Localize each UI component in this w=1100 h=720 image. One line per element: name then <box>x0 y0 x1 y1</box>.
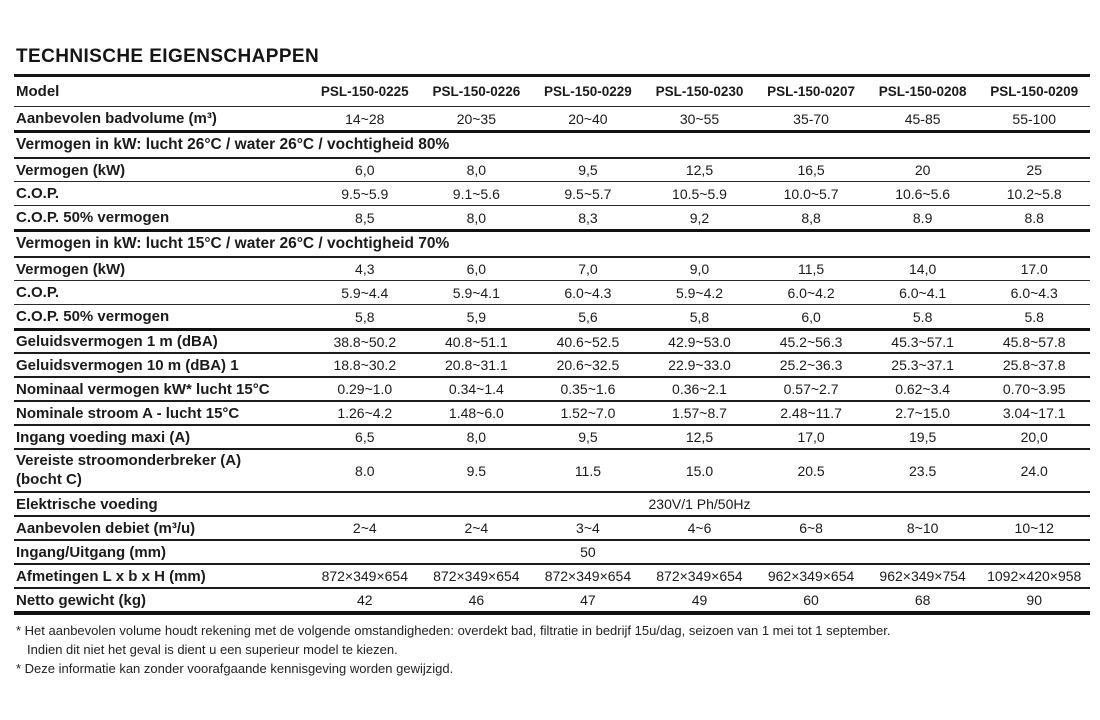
cell-value: 24.0 <box>1020 462 1048 479</box>
table-row-model <box>14 77 1090 106</box>
cell-value: 6.0~4.3 <box>564 284 612 301</box>
cell-value: 10.0~5.7 <box>783 185 839 202</box>
cell-value: 872×349×654 <box>321 568 408 584</box>
row-label: Geluidsvermogen 1 m (dBA) <box>16 333 218 350</box>
cell-value: 5.8 <box>912 308 933 325</box>
row-label-model: Model <box>16 83 60 100</box>
cell-value: 8,0 <box>466 429 487 445</box>
cell-value: 12,5 <box>685 429 714 445</box>
cell-value: 962×349×754 <box>879 568 966 584</box>
row-label: Aanbevolen badvolume (m³) <box>16 110 217 127</box>
row-label: Vermogen (kW) <box>16 260 126 278</box>
table-row-nominale-stroom <box>14 400 1090 424</box>
cell-value: 6,5 <box>355 429 375 445</box>
cell-value: 38.8~50.2 <box>333 333 397 350</box>
table-row-stroomonderbreker <box>14 448 1090 491</box>
cell-value: 20 <box>914 162 931 178</box>
cell-value: 10.6~5.6 <box>895 185 951 202</box>
cell-value: 42 <box>356 592 373 608</box>
cell-value: 872×349×654 <box>656 568 743 584</box>
cell-value: 5.9~4.1 <box>452 284 500 301</box>
table-row-elektrische-voeding <box>14 491 1090 515</box>
cell-value: 40.8~51.1 <box>445 333 508 350</box>
model-header: PSL-150-0226 <box>432 84 521 99</box>
table-row-ingang-voeding <box>14 424 1090 448</box>
cell-value: 9.1~5.6 <box>452 185 500 202</box>
row-label-line2: (bocht C) <box>16 470 82 488</box>
cell-value: 0.70~3.95 <box>1002 381 1066 397</box>
row-label: Ingang voeding maxi (A) <box>16 428 191 446</box>
cell-value: 9.5~5.9 <box>341 185 389 202</box>
table-section-header-1 <box>14 130 1090 157</box>
cell-value: 5,8 <box>355 308 375 325</box>
cell-value: 35-70 <box>793 110 829 127</box>
row-label <box>14 451 309 491</box>
row-label: Geluidsvermogen 10 m (dBA) 1 <box>16 356 239 374</box>
table-row-nominaal-vermogen <box>14 376 1090 400</box>
cell-value: 2.48~11.7 <box>780 405 842 421</box>
cell-value: 5.8 <box>1024 308 1044 325</box>
cell-value: 4,3 <box>355 261 375 277</box>
row-label-line1: Vereiste stroomonderbreker (A) <box>16 451 242 469</box>
row-label: C.O.P. <box>16 185 60 202</box>
row-label: Netto gewicht (kg) <box>16 591 146 609</box>
cell-value: 45-85 <box>904 110 941 127</box>
footnote-2: * Deze informatie kan zonder voorafgaande kennisgeving worden gewijzigd. <box>16 660 454 676</box>
cell-value: 9,0 <box>689 261 710 277</box>
table-row-cop-1 <box>14 181 1090 205</box>
cell-value: 20~35 <box>456 110 497 127</box>
cell-value: 872×349×654 <box>544 568 632 584</box>
cell-value: 2~4 <box>464 520 489 536</box>
footnote-1-continuation: Indien dit niet het geval is dient u een superieur model te kiezen. <box>27 641 398 657</box>
cell-value: 2.7~15.0 <box>895 405 951 421</box>
cell-value: 18.8~30.2 <box>333 357 397 373</box>
cell-value: 5.9~4.2 <box>675 284 724 301</box>
cell-value: 2~4 <box>352 520 377 536</box>
page-title: TECHNISCHE EIGENSCHAPPEN <box>16 46 320 67</box>
table-row-badvolume <box>14 106 1090 130</box>
cell-value: 5,8 <box>689 308 710 325</box>
row-label: Nominaal vermogen kW* lucht 15°C <box>16 380 270 398</box>
table-row-afmetingen <box>14 563 1090 587</box>
model-header: PSL-150-0207 <box>767 84 855 99</box>
cell-value: 6.0~4.3 <box>1010 284 1058 301</box>
cell-value: 17.0 <box>1020 261 1048 277</box>
cell-value: 6,0 <box>355 162 375 178</box>
cell-value: 90 <box>1026 592 1042 608</box>
cell-value: 46 <box>468 592 485 608</box>
footnote-1: * Het aanbevolen volume houdt rekening met de volgende omstandigheden: overdekt bad, filtratie in bedrijf 15u/dag, seizoen van 1 mei tot 1 september. <box>16 623 891 638</box>
row-label: C.O.P. <box>16 284 60 301</box>
cell-value: 8,3 <box>578 209 598 226</box>
cell-value: 8,8 <box>801 209 821 226</box>
cell-value: 1.48~6.0 <box>448 405 504 421</box>
cell-value: 9,2 <box>689 209 710 226</box>
model-header: PSL-150-0225 <box>320 84 409 99</box>
table-row-debiet <box>14 515 1090 539</box>
table-row-ingang-uitgang <box>14 539 1090 563</box>
cell-value: 14,0 <box>909 261 937 277</box>
cell-value: 11,5 <box>797 261 825 277</box>
cell-value: 55-100 <box>1012 110 1056 127</box>
cell-value: 0.62~3.4 <box>895 381 951 397</box>
cell-value: 40.6~52.5 <box>556 333 620 350</box>
cell-value: 8.0 <box>355 462 375 479</box>
cell-value: 6,0 <box>466 261 487 277</box>
cell-value: 6,0 <box>801 308 821 325</box>
cell-value: 20.8~31.1 <box>445 357 508 373</box>
cell-value: 42.9~53.0 <box>668 333 731 350</box>
cell-value: 10.5~5.9 <box>672 185 727 202</box>
cell-value: 14~28 <box>345 110 385 127</box>
cell-value: 30~55 <box>679 110 720 127</box>
cell-value: 9,5 <box>578 429 598 445</box>
table-row-geluid-1m <box>14 328 1090 352</box>
cell-value: 17,0 <box>797 429 825 445</box>
cell-value: 8,0 <box>466 209 487 226</box>
cell-value: 19,5 <box>909 429 937 445</box>
row-label: Ingang/Uitgang (mm) <box>16 543 166 561</box>
row-label: Vermogen (kW) <box>16 161 126 179</box>
section-title: Vermogen in kW: lucht 26°C / water 26°C / vochtigheid 80% <box>16 136 450 153</box>
cell-value: 1.26~4.2 <box>337 405 393 421</box>
row-label: Aanbevolen debiet (m³/u) <box>16 519 196 537</box>
row-label: C.O.P. 50% vermogen <box>16 308 170 325</box>
cell-value: 20,0 <box>1020 429 1048 445</box>
cell-value: 1092×420×958 <box>987 568 1082 584</box>
section-title: Vermogen in kW: lucht 15°C / water 26°C / vochtigheid 70% <box>16 235 450 252</box>
cell-value: 5.9~4.4 <box>341 284 389 301</box>
table-row-vermogen-1 <box>14 157 1090 181</box>
cell-value: 16,5 <box>797 162 825 178</box>
table-section-header-2 <box>14 229 1090 256</box>
cell-value: 0.57~2.7 <box>783 381 839 397</box>
cell-value: 12,5 <box>685 162 714 178</box>
cell-value: 25.8~37.8 <box>1002 357 1066 373</box>
cell-value: 0.29~1.0 <box>337 381 393 397</box>
spec-table <box>14 74 1090 615</box>
table-row-cop50-1 <box>14 205 1090 229</box>
cell-value: 6.0~4.1 <box>899 284 947 301</box>
cell-value: 45.3~57.1 <box>891 333 954 350</box>
cell-value: 3.04~17.1 <box>1002 405 1066 421</box>
cell-value: 962×349×654 <box>767 568 855 584</box>
cell-value: 45.8~57.8 <box>1002 333 1066 350</box>
cell-value: 47 <box>580 592 596 608</box>
cell-value: 23.5 <box>909 462 937 479</box>
cell-value: 0.35~1.6 <box>560 381 616 397</box>
cell-value: 5,9 <box>466 308 487 325</box>
cell-value: 3~4 <box>576 520 600 536</box>
cell-value: 1.57~8.7 <box>672 405 727 421</box>
row-label: C.O.P. 50% vermogen <box>16 209 170 226</box>
cell-value: 0.36~2.1 <box>672 381 727 397</box>
cell-value: 68 <box>914 592 931 608</box>
table-row-geluid-10m <box>14 352 1090 376</box>
cell-value: 11.5 <box>574 462 602 479</box>
model-header: PSL-150-0208 <box>878 84 967 99</box>
cell-value: 60 <box>803 592 819 608</box>
cell-value: 8.9 <box>912 209 933 226</box>
cell-value: 22.9~33.0 <box>668 357 731 373</box>
cell-value: 10~12 <box>1014 520 1054 536</box>
cell-value: 6.0~4.2 <box>787 284 835 301</box>
cell-value-merged: 50 <box>580 544 596 560</box>
table-row-cop-2 <box>14 280 1090 304</box>
cell-value: 8,0 <box>466 162 487 178</box>
cell-value: 9,5 <box>578 162 598 178</box>
cell-value: 7,0 <box>578 261 598 277</box>
cell-value: 8~10 <box>906 520 939 536</box>
cell-value: 49 <box>691 592 708 608</box>
model-header: PSL-150-0229 <box>544 84 632 99</box>
cell-value: 25 <box>1026 162 1042 178</box>
cell-value: 20.6~32.5 <box>556 357 620 373</box>
footnotes <box>16 622 1090 679</box>
cell-value: 10.2~5.8 <box>1006 185 1062 202</box>
table-row-vermogen-2 <box>14 256 1090 280</box>
cell-value: 9.5~5.7 <box>564 185 612 202</box>
cell-value: 872×349×654 <box>433 568 520 584</box>
cell-value: 8.8 <box>1024 209 1044 226</box>
table-row-cop50-2 <box>14 304 1090 328</box>
model-header: PSL-150-0209 <box>990 84 1079 99</box>
row-label: Elektrische voeding <box>16 495 158 513</box>
cell-value: 45.2~56.3 <box>779 333 843 350</box>
row-label: Afmetingen L x b x H (mm) <box>16 567 206 585</box>
cell-value: 4~6 <box>687 520 712 536</box>
cell-value: 15.0 <box>685 462 714 479</box>
cell-value: 6~8 <box>799 520 823 536</box>
cell-value-merged: 230V/1 Ph/50Hz <box>648 496 751 512</box>
cell-value: 9.5 <box>466 462 487 479</box>
table-row-gewicht <box>14 587 1090 611</box>
cell-value: 25.2~36.3 <box>779 357 843 373</box>
cell-value: 25.3~37.1 <box>891 357 954 373</box>
row-label: Nominale stroom A - lucht 15°C <box>16 404 240 422</box>
cell-value: 20~40 <box>568 110 608 127</box>
cell-value: 20.5 <box>797 462 825 479</box>
cell-value: 5,6 <box>578 308 598 325</box>
model-header: PSL-150-0230 <box>655 84 744 99</box>
cell-value: 0.34~1.4 <box>448 381 504 397</box>
cell-value: 1.52~7.0 <box>560 405 616 421</box>
cell-value: 8,5 <box>355 209 375 226</box>
